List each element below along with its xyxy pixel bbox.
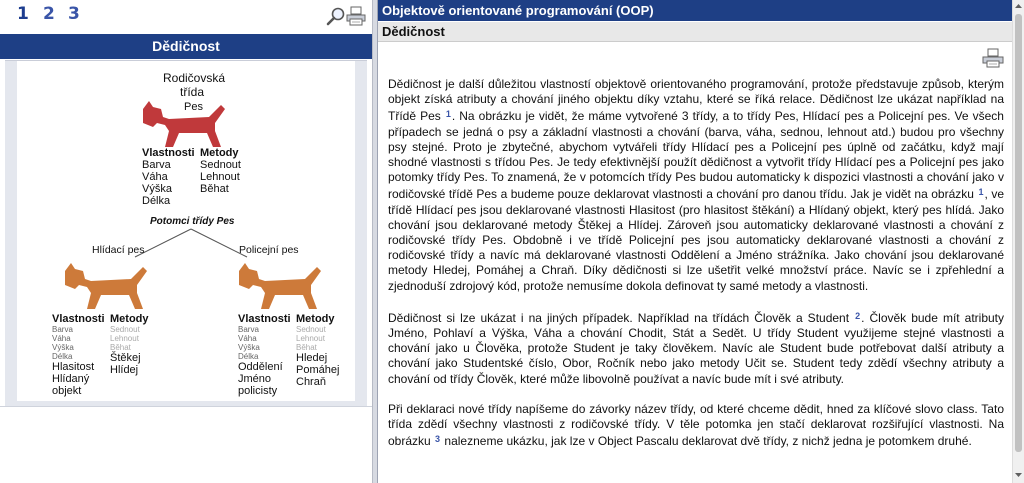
left-panel bbox=[0, 0, 372, 483]
child1-new-method: Štěkej bbox=[110, 352, 141, 364]
child1-inherited-prop: Výška bbox=[52, 343, 74, 352]
figure-ref-2[interactable]: 2 bbox=[855, 310, 861, 321]
child2-inherited-method: Lehnout bbox=[296, 334, 325, 343]
child2-new-prop: Oddělení bbox=[238, 361, 283, 373]
print-icon[interactable] bbox=[345, 6, 367, 26]
child2-name: Policejní pes bbox=[239, 244, 299, 256]
child2-inherited-prop: Výška bbox=[238, 343, 260, 352]
child1-new-prop: Hlídaný bbox=[52, 373, 90, 385]
child1-inherited-method: Běhat bbox=[110, 343, 131, 352]
child2-methods-head: Metody bbox=[296, 313, 335, 325]
child2-new-method: Pomáhej bbox=[296, 364, 340, 376]
parent-prop: Výška bbox=[142, 183, 172, 195]
child2-inherited-prop: Váha bbox=[238, 334, 257, 343]
figure-title: Dědičnost bbox=[0, 34, 372, 59]
child1-inherited-prop: Váha bbox=[52, 334, 71, 343]
print-icon[interactable] bbox=[981, 48, 1005, 68]
p2-text-a: Dědičnost si lze ukázat i na jiných případek. Například na třídách Člověk a Student bbox=[388, 310, 850, 325]
paragraph-2 bbox=[388, 309, 1004, 387]
zoom-icon[interactable] bbox=[325, 6, 347, 26]
p1-text-a: Dědičnost je další důležitou vlastností objektově orientovaného programování, protože představuje způsob, kterým objekt získá atributy a chování jiného objektu díky vztahu, které se říká relace. Dědičnost lze ukázat například na Třídě Pes bbox=[388, 77, 1004, 124]
figure-ref-1[interactable]: 1 bbox=[978, 187, 984, 198]
parent-prop: Barva bbox=[142, 159, 171, 171]
child1-new-prop: Hlasitost bbox=[52, 361, 95, 373]
left-panel-footer bbox=[0, 406, 372, 483]
article-body bbox=[388, 77, 1004, 464]
right-panel bbox=[378, 0, 1012, 483]
child1-props-list bbox=[52, 325, 94, 397]
p1-text-c: , ve třídě Hlídací pes jsou deklarované vlastnosti Hlasitost (pro hlasitost štěkání) a Hlídaný objekt, který pes hlídá. Jako chování jsou deklarované metody Štěkej a Hlídej. Zároveň jsou automaticky deklarované vlastnosti a chování z rodičovské třídy Pes. Obdobně i ve třídě Policejní pes jsou automaticky deklarované vlastnosti a chování z rodičovské třídy a navíc má deklarované vlastnosti Oddělení a Jméno strážníka. Jako chování jsou deklarované metody Hledej, Pomáhej a Chraň. Díky dědičnosti si lze ušetřit velké množství práce. Navíc se i zpřehlední a zjednoduší zdrojový kód, protože nemusíme dokola definovat ty samé metody a vlastnosti. bbox=[388, 187, 1004, 293]
scrollbar-thumb[interactable] bbox=[1015, 14, 1022, 452]
child1-inherited-method: Sednout bbox=[110, 325, 140, 334]
figure-ref-1[interactable]: 1 bbox=[445, 109, 451, 120]
p3-text-a: Při deklaraci nové třídy napíšeme do závorky název třídy, od které chceme dědit, hned za klíčové slovo class. Tato třída zdědí všechny vlastnosti z rodičovské třídy. V těle potomka jen stačí deklarovat rozšiřující vlastnosti. Na obrázku bbox=[388, 401, 1004, 449]
child2-props-head: Vlastnosti bbox=[238, 313, 291, 325]
child2-new-method: Chraň bbox=[296, 376, 326, 388]
p1-text-b: . Na obrázku je vidět, že máme vytvořené 3 třídy, a to třídy Pes, Hlídací pes a Policejní pes. Ve všech případech se jedná o psy a základní vlastnosti a chování (barva, váha, sednou, lehnout atd.) budou pro všechny psy stejné. Proto je zbytečné, abychom vytvářeli třídy Hlídací pes a Policejní pes úplně od začátku, když mají shodné vlastnosti s třídou Pes. Je tedy efektivnější použít dědičnost a vytvořit třídy Hlídací pes a Policejní pes jako potomky třídy Pes. To znamená, že v potomcích třídy Pes budou automaticky k dispozici vlastnosti a chování jako v rodičovské třídě Pes a budeme pouze deklarovat vlastnosti a chování pro danou třídu. Jak je vidět na obrázku bbox=[388, 109, 1004, 202]
section-title: Dědičnost bbox=[378, 22, 1012, 42]
child1-inherited-prop: Barva bbox=[52, 325, 73, 334]
child1-dog-icon bbox=[61, 259, 153, 311]
paragraph-3 bbox=[388, 402, 1004, 450]
child2-dog-icon bbox=[235, 259, 327, 311]
scroll-down-icon[interactable] bbox=[1013, 469, 1024, 481]
parent-prop: Délka bbox=[142, 195, 171, 207]
child2-props-list bbox=[238, 325, 283, 397]
parent-method: Sednout bbox=[200, 159, 241, 171]
child2-inherited-method: Běhat bbox=[296, 343, 317, 352]
parent-methods-head: Metody bbox=[200, 147, 239, 159]
page-2-link[interactable]: 2 bbox=[43, 4, 55, 24]
page-3-link[interactable]: 3 bbox=[68, 4, 80, 24]
page-nav bbox=[0, 0, 372, 34]
parent-prop: Váha bbox=[142, 171, 168, 183]
vertical-scrollbar[interactable] bbox=[1012, 0, 1024, 483]
child2-inherited-prop: Barva bbox=[238, 325, 259, 334]
paragraph-1 bbox=[388, 77, 1004, 294]
child2-methods-list bbox=[296, 325, 339, 388]
p3-text-b: nalezneme ukázku, jak lze v Object Pascalu deklarovat dvě třídy, z nichž jedna je potomkem druhé. bbox=[444, 434, 972, 449]
child2-inherited-method: Sednout bbox=[296, 325, 326, 334]
child1-name: Hlídací pes bbox=[92, 244, 145, 256]
parent-props-list bbox=[142, 159, 172, 207]
child1-methods-head: Metody bbox=[110, 313, 149, 325]
p2-text-b: . Člověk bude mít atributy Jméno, Pohlaví a Výška, Váha a chování Chodit, Stát a Sedět. U třídy Student využijeme stejné vlastnosti a chování jako u Člověka, protože Student je taky člověkem. Navíc ale Student bude potřebovat další atributy a chování jako Studentské číslo, Obor, Ročník nebo jako metody Učit se. Student tedy zdědí všechny atributy a chování od třídy Člověk, které může libovolně používat a navíc bude mít i své atributy. bbox=[388, 310, 1005, 386]
figure-ref-3[interactable]: 3 bbox=[435, 434, 441, 445]
child1-new-prop: objekt bbox=[52, 385, 82, 397]
child2-new-method: Hledej bbox=[296, 352, 328, 364]
parent-dog-icon bbox=[139, 97, 231, 149]
child2-inherited-prop: Délka bbox=[238, 352, 259, 361]
course-title: Objektově orientované programování (OOP) bbox=[378, 0, 1012, 21]
page-1-link[interactable]: 1 bbox=[17, 4, 29, 24]
figure-container bbox=[5, 60, 367, 406]
parent-props-head: Vlastnosti bbox=[142, 147, 195, 159]
child1-props-head: Vlastnosti bbox=[52, 313, 105, 325]
child2-new-prop: policisty bbox=[238, 385, 278, 397]
inheritance-diagram[interactable] bbox=[17, 61, 355, 401]
child1-inherited-prop: Délka bbox=[52, 352, 73, 361]
child2-new-prop: Jméno bbox=[238, 373, 272, 385]
scroll-up-icon[interactable] bbox=[1013, 0, 1024, 12]
child1-methods-list bbox=[110, 325, 141, 376]
parent-methods-list bbox=[200, 159, 241, 195]
parent-label-2: třída bbox=[180, 85, 205, 99]
child1-inherited-method: Lehnout bbox=[110, 334, 139, 343]
parent-method: Běhat bbox=[200, 183, 229, 195]
parent-label-1: Rodičovská bbox=[163, 71, 226, 85]
children-caption: Potomci třídy Pes bbox=[150, 216, 235, 227]
child1-new-method: Hlídej bbox=[110, 364, 139, 376]
parent-class-name: Pes bbox=[184, 101, 203, 113]
parent-method: Lehnout bbox=[200, 171, 240, 183]
